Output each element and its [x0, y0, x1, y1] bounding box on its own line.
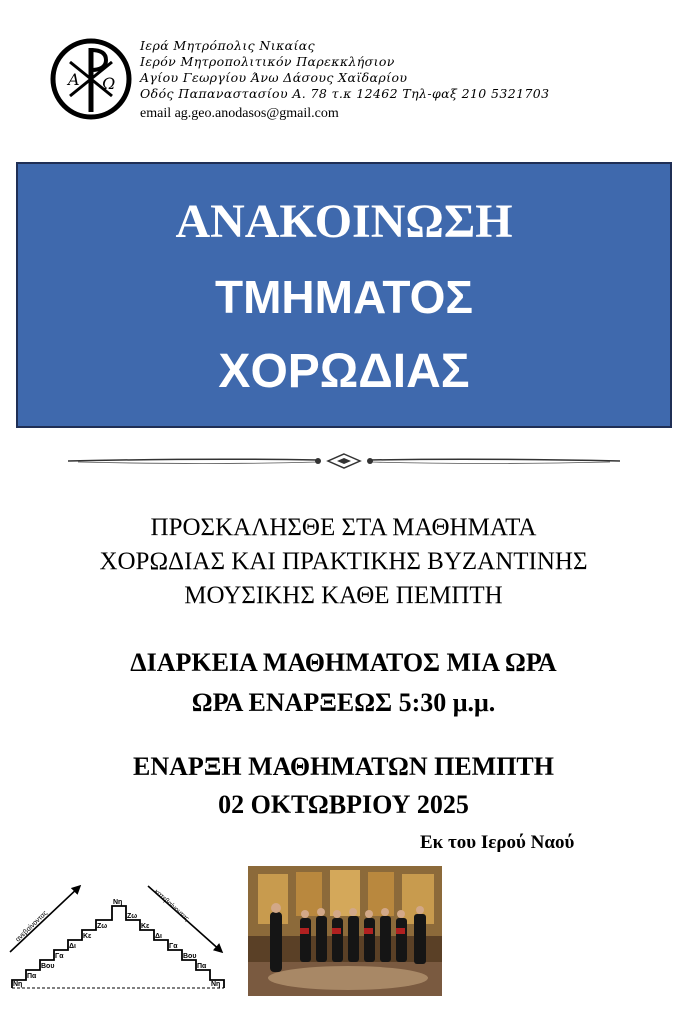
svg-text:ανεβαίνοντας: ανεβαίνοντας [14, 909, 50, 944]
scale-note-label: Βου [41, 963, 55, 970]
scale-note-label: Νη [211, 981, 221, 988]
scale-note-label: Γα [169, 943, 178, 950]
start-date-line: 02 ΟΚΤΩΒΡΙΟΥ 2025 [218, 790, 469, 819]
invitation-line-3: ΜΟΥΣΙΚΗΣ ΚΑΘΕ ΠΕΜΠΤΗ [184, 582, 503, 609]
header-line-metropolis: Ιερά Μητρόπολις Νικαίας [140, 38, 316, 53]
start-day-line: ΕΝΑΡΞΗ ΜΑΘΗΜΑΤΩΝ ΠΕΜΠΤΗ [132, 752, 554, 781]
banner-subtitle-2: ΧΟΡΩΔΙΑΣ [218, 345, 470, 398]
invitation-line-1: ΠΡΟΣΚΑΛΗΣΘΕ ΣΤΑ ΜΑΘΗΜΑΤΑ [150, 514, 537, 541]
scale-note-label: Ζω [97, 923, 108, 930]
scale-note-label: Ζω [127, 913, 138, 920]
svg-text:Α: Α [68, 70, 80, 89]
scale-note-label: Πα [197, 963, 207, 970]
header-line-church: Αγίου Γεωργίου Άνω Δάσους Χαϊδαρίου [140, 70, 408, 85]
scale-note-label: Δι [69, 943, 76, 950]
scale-note-label: Νη [13, 981, 23, 988]
scale-note-label: Κε [141, 923, 150, 930]
signature: Εκ του Ιερού Ναού [420, 832, 575, 853]
scale-note-label: Νη [113, 899, 123, 906]
announcement-banner [16, 162, 672, 428]
chi-rho-logo [50, 38, 132, 120]
banner-title: ΑΝΑΚΟΙΝΩΣΗ [175, 195, 513, 248]
header-line-chapel: Ιερόν Μητροπολιτικόν Παρεκκλήσιον [140, 54, 395, 69]
scale-note-label: Δι [155, 933, 162, 940]
ornamental-divider [68, 452, 620, 470]
scale-note-label: Πα [27, 973, 37, 980]
byzantine-scale-diagram [8, 880, 230, 995]
svg-text:κατεβαίνοντας: κατεβαίνοντας [152, 888, 191, 923]
header-line-address: Οδός Παπαναστασίου Α. 78 τ.κ 12462 Τηλ-φαξ 210 5321703 [140, 86, 550, 101]
scale-note-label: Κε [83, 933, 92, 940]
scale-note-label: Γα [55, 953, 64, 960]
choir-photo [248, 866, 442, 996]
svg-text:Ω: Ω [102, 74, 116, 93]
invitation-line-2: ΧΟΡΩΔΙΑΣ ΚΑΙ ΠΡΑΚΤΙΚΗΣ ΒΥΖΑΝΤΙΝΗΣ [99, 548, 588, 575]
start-time-line: ΩΡΑ ΕΝΑΡΞΕΩΣ 5:30 μ.μ. [191, 688, 496, 717]
scale-note-label: Βου [183, 953, 197, 960]
header-email: email ag.geo.anodasos@gmail.com [140, 106, 339, 121]
banner-subtitle-1: ΤΜΗΜΑΤΟΣ [214, 271, 473, 323]
duration-line: ΔΙΑΡΚΕΙΑ ΜΑΘΗΜΑΤΟΣ ΜΙΑ ΩΡΑ [130, 648, 557, 677]
